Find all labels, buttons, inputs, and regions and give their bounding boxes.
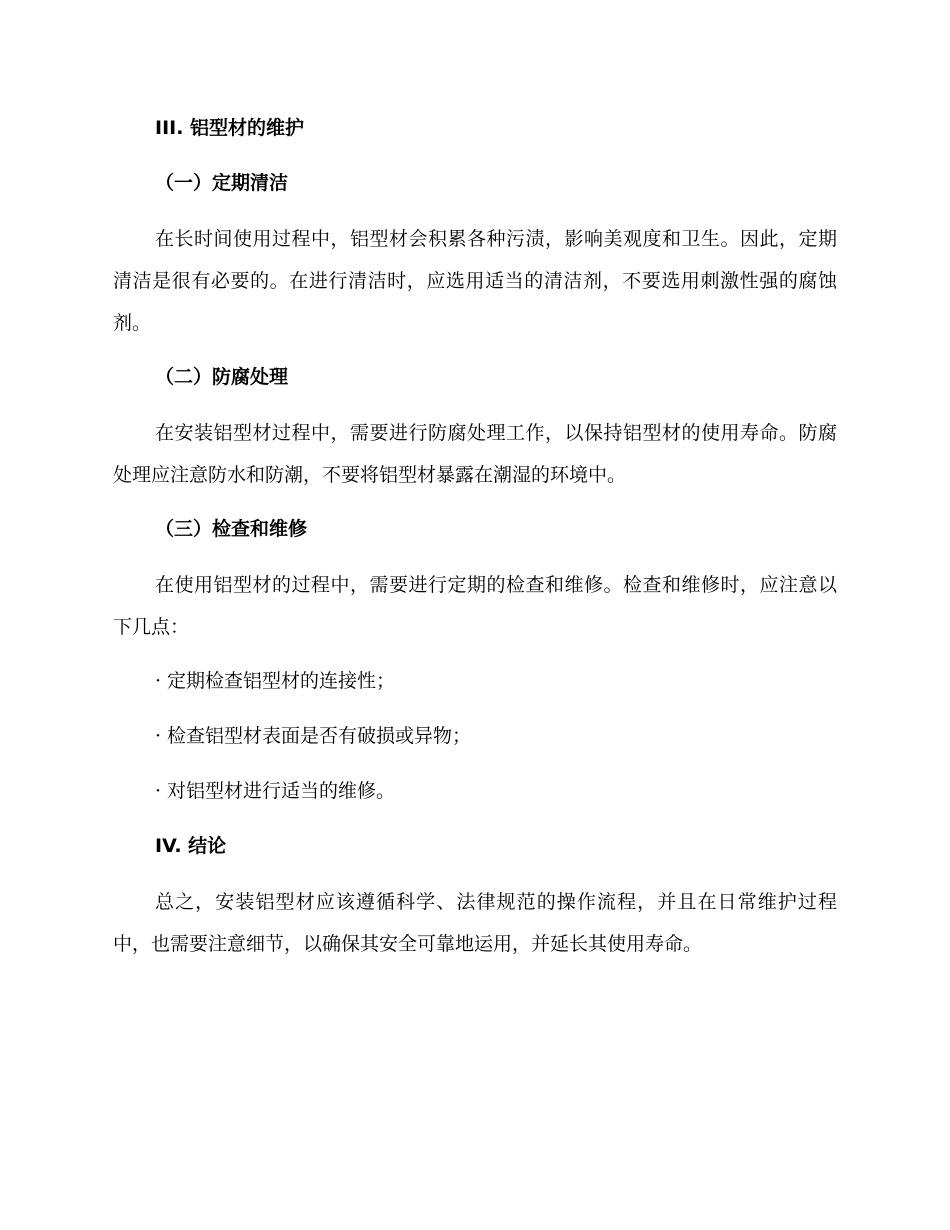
subsection-heading-inspection: （三）检查和维修 bbox=[155, 518, 308, 540]
section-heading-maintenance: III. 铝型材的维护 bbox=[155, 117, 305, 139]
document-body bbox=[113, 108, 837, 978]
bullet-marker: · bbox=[155, 725, 162, 747]
paragraph-conclusion: 总之，安装铝型材应该遵循科学、法律规范的操作流程，并且在日常维护过程中，也需要注意细节，以确保其安全可靠地运用，并延长其使用寿命。 bbox=[113, 891, 837, 955]
subsection-heading-anticorrosion: （二）防腐处理 bbox=[155, 366, 289, 388]
list-item-text: 对铝型材进行适当的维修。 bbox=[167, 780, 396, 802]
list-item bbox=[113, 661, 837, 701]
list-item bbox=[113, 771, 837, 811]
section-heading-conclusion: IV. 结论 bbox=[155, 835, 227, 857]
subsection-heading-cleaning: （一）定期清洁 bbox=[155, 172, 289, 194]
bullet-marker: · bbox=[155, 670, 162, 692]
list-item-text: 检查铝型材表面是否有破损或异物； bbox=[167, 725, 472, 747]
paragraph-cleaning: 在长时间使用过程中，铝型材会积累各种污渍，影响美观度和卫生。因此，定期清洁是很有必要的。在进行清洁时，应选用适当的清洁剂，不要选用刺激性强的腐蚀剂。 bbox=[113, 228, 837, 334]
bullet-marker: · bbox=[155, 780, 162, 802]
list-item-text: 定期检查铝型材的连接性； bbox=[167, 670, 396, 692]
paragraph-inspection: 在使用铝型材的过程中，需要进行定期的检查和维修。检查和维修时，应注意以下几点： bbox=[113, 574, 837, 638]
paragraph-anticorrosion: 在安装铝型材过程中，需要进行防腐处理工作，以保持铝型材的使用寿命。防腐处理应注意防水和防潮，不要将铝型材暴露在潮湿的环境中。 bbox=[113, 422, 837, 486]
list-item bbox=[113, 716, 837, 756]
